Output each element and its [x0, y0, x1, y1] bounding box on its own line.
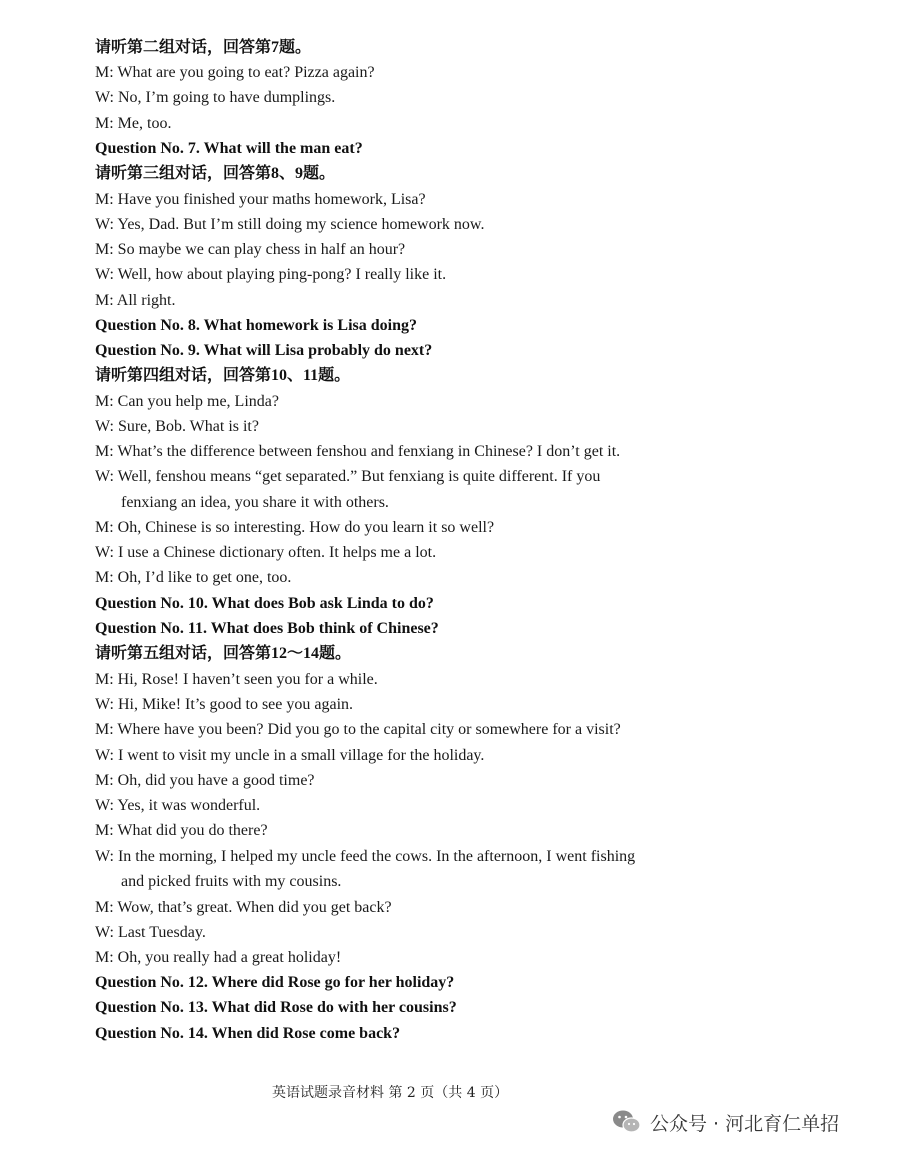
dialog-line: W: Yes, Dad. But I’m still doing my science homework now.: [95, 216, 485, 233]
question-line: Question No. 14. When did Rose come back?: [95, 1025, 401, 1042]
section-heading: 请听第四组对话，回答第10、11题。: [95, 367, 351, 384]
dialog-line: M: All right.: [95, 292, 176, 309]
dialog-line: W: In the morning, I helped my uncle feed the cows. In the afternoon, I went fishing: [95, 848, 636, 865]
question-line: Question No. 11. What does Bob think of Chinese?: [95, 620, 439, 637]
dialog-line: W: Hi, Mike! It’s good to see you again.: [95, 696, 354, 713]
dialog-line: M: Oh, did you have a good time?: [95, 772, 315, 789]
dialog-line: M: Oh, you really had a great holiday!: [95, 949, 342, 966]
watermark-text: 公众号 · 河北育仁单招: [650, 1112, 840, 1135]
question-line: Question No. 9. What will Lisa probably do next?: [95, 342, 433, 359]
dialog-line: M: So maybe we can play chess in half an hour?: [95, 241, 406, 258]
dialog-line: M: What are you going to eat? Pizza again?: [95, 64, 375, 81]
wechat-icon: [612, 1109, 642, 1135]
question-line: Question No. 13. What did Rose do with her cousins?: [95, 999, 457, 1016]
dialog-line: M: Where have you been? Did you go to the capital city or somewhere for a visit?: [95, 721, 621, 738]
section-heading: 请听第二组对话，回答第7题。: [95, 39, 312, 56]
dialog-line: W: Last Tuesday.: [95, 924, 206, 941]
section-heading: 请听第五组对话，回答第12～14题。: [95, 645, 352, 662]
dialog-line: M: Oh, I’d like to get one, too.: [95, 569, 292, 586]
dialog-line: and picked fruits with my cousins.: [121, 873, 342, 890]
dialog-line: M: Wow, that’s great. When did you get back?: [95, 899, 392, 916]
dialog-line: W: Sure, Bob. What is it?: [95, 418, 259, 435]
question-line: Question No. 7. What will the man eat?: [95, 140, 363, 157]
page-footer: 英语试题录音材料 第 2 页（共 4 页）: [272, 1085, 509, 1101]
dialog-line: M: Me, too.: [95, 115, 172, 132]
dialog-line: W: Yes, it was wonderful.: [95, 797, 261, 814]
dialog-line: W: I went to visit my uncle in a small village for the holiday.: [95, 747, 485, 764]
dialog-line: W: I use a Chinese dictionary often. It helps me a lot.: [95, 544, 437, 561]
watermark: [612, 1106, 912, 1138]
dialog-line: M: What did you do there?: [95, 822, 268, 839]
dialog-line: M: Can you help me, Linda?: [95, 393, 279, 410]
question-line: Question No. 8. What homework is Lisa doing?: [95, 317, 417, 334]
question-line: Question No. 12. Where did Rose go for her holiday?: [95, 974, 455, 991]
dialog-line: M: Oh, Chinese is so interesting. How do you learn it so well?: [95, 519, 495, 536]
dialog-line: W: No, I’m going to have dumplings.: [95, 89, 336, 106]
dialog-line: W: Well, how about playing ping-pong? I really like it.: [95, 266, 447, 283]
dialog-line: M: Have you finished your maths homework, Lisa?: [95, 191, 426, 208]
section-heading: 请听第三组对话，回答第8、9题。: [95, 165, 336, 182]
dialog-line: fenxiang an idea, you share it with others.: [121, 494, 389, 511]
dialog-line: M: What’s the difference between fenshou and fenxiang in Chinese? I don’t get it.: [95, 443, 621, 460]
dialog-line: W: Well, fenshou means “get separated.” But fenxiang is quite different. If you: [95, 468, 601, 485]
question-line: Question No. 10. What does Bob ask Linda to do?: [95, 595, 434, 612]
dialog-line: M: Hi, Rose! I haven’t seen you for a while.: [95, 671, 378, 688]
